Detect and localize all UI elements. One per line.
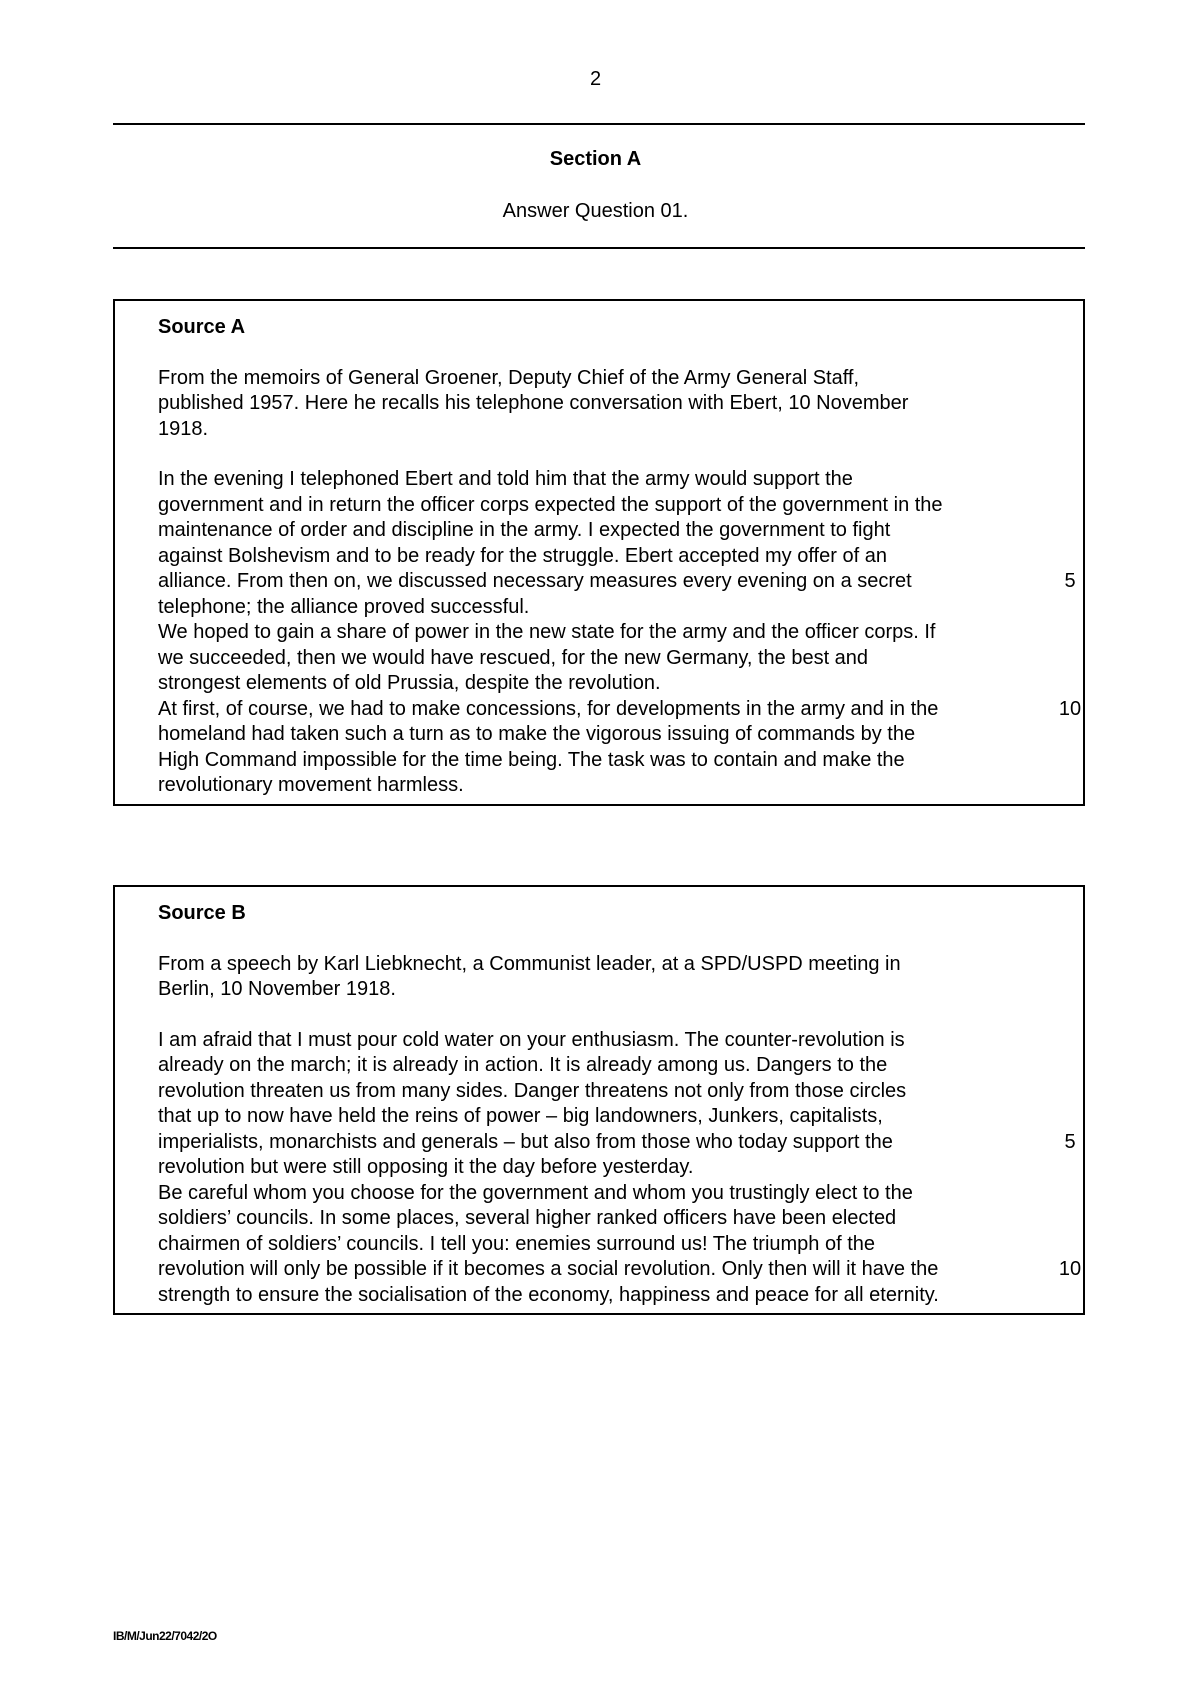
source-line	[158, 1155, 1038, 1181]
line-number: 10	[1058, 1258, 1082, 1280]
source-line	[158, 1232, 1038, 1258]
source-b-text	[158, 1028, 1082, 1309]
attribution-line: From a speech by Karl Liebknecht, a Communist leader, at a SPD/USPD meeting in	[158, 952, 901, 975]
source-b-content	[158, 901, 1082, 1308]
source-b-box	[113, 885, 1085, 1315]
source-line	[158, 1206, 1038, 1232]
source-line	[158, 697, 1082, 723]
source-line-text: Be careful whom you choose for the government and whom you trustingly elect to the	[158, 1181, 913, 1204]
source-line	[158, 569, 1076, 595]
source-line-text: strongest elements of old Prussia, despite the revolution.	[158, 672, 661, 694]
source-line	[158, 748, 1038, 774]
source-b-heading: Source B	[158, 902, 246, 924]
line-number: 10	[1058, 697, 1082, 720]
source-line	[158, 646, 1038, 672]
attribution-line: 1918.	[158, 417, 209, 440]
attribution-line: From the memoirs of General Groener, Deputy Chief of the Army General Staff,	[158, 366, 860, 389]
source-line	[158, 595, 1038, 621]
source-line-text: we succeeded, then we would have rescued, for the new Germany, the best and	[158, 646, 869, 669]
source-line	[158, 1053, 1038, 1079]
source-line-text: chairmen of soldiers’ councils. I tell you: enemies surround us! The triumph of the	[158, 1232, 876, 1255]
attribution-line: Berlin, 10 November 1918.	[158, 978, 396, 1000]
source-line	[158, 671, 1038, 697]
source-line-text: government and in return the officer corps expected the support of the government in the	[158, 493, 943, 516]
source-line	[158, 1079, 1038, 1105]
source-line	[158, 467, 1038, 493]
source-a-attribution	[158, 366, 1038, 443]
source-line-text: strength to ensure the socialisation of the economy, happiness and peace for all eternity.	[158, 1283, 939, 1306]
source-line	[158, 1181, 1038, 1207]
source-line	[158, 518, 1038, 544]
source-line-text: telephone; the alliance proved successful.	[158, 595, 530, 618]
source-line-text: maintenance of order and discipline in the army. I expected the government to fight	[158, 519, 891, 541]
source-b-attribution	[158, 952, 1038, 1003]
source-line-text: alliance. From then on, we discussed necessary measures every evening on a secret	[158, 570, 912, 592]
source-line	[158, 493, 1038, 519]
source-a-heading: Source A	[158, 316, 246, 338]
source-line	[158, 1028, 1038, 1054]
source-line-text: High Command impossible for the time being. The task was to contain and make the	[158, 748, 905, 771]
source-line	[158, 1283, 1038, 1309]
source-line-text: that up to now have held the reins of power – big landowners, Junkers, capitalists,	[158, 1105, 883, 1127]
section-title: Section A	[549, 148, 642, 170]
source-line	[158, 722, 1038, 748]
top-rule	[113, 123, 1085, 125]
source-line-text: I am afraid that I must pour cold water on your enthusiasm. The counter-revolution is	[158, 1028, 905, 1051]
source-line	[158, 773, 1038, 799]
page-number: 2	[589, 68, 602, 90]
source-line-text: revolutionary movement harmless.	[158, 774, 464, 796]
source-line-text: already on the march; it is already in action. It is already among us. Dangers to the	[158, 1054, 888, 1076]
line-number: 5	[1064, 570, 1076, 592]
source-a-text	[158, 467, 1082, 799]
source-line-text: In the evening I telephoned Ebert and told him that the army would support the	[158, 468, 853, 490]
section-rule	[113, 247, 1085, 249]
source-line-text: revolution will only be possible if it becomes a social revolution. Only then will it have the	[158, 1258, 939, 1280]
source-line	[158, 1257, 1082, 1283]
source-line	[158, 620, 1038, 646]
section-instruction: Answer Question 01.	[502, 200, 689, 222]
source-line-text: imperialists, monarchists and generals – but also from those who today support the	[158, 1130, 893, 1153]
source-line-text: We hoped to gain a share of power in the new state for the army and the officer corps. If	[158, 621, 936, 643]
footer-code: IB/M/Jun22/7042/2O	[113, 1629, 217, 1643]
source-line-text: revolution threaten us from many sides. Danger threatens not only from those circles	[158, 1079, 907, 1102]
source-line	[158, 1104, 1038, 1130]
source-line-text: soldiers’ councils. In some places, several higher ranked officers have been elected	[158, 1207, 897, 1229]
source-a-content	[158, 315, 1082, 799]
source-line-text: At first, of course, we had to make concessions, for developments in the army and in the	[158, 697, 939, 720]
source-line-text: revolution but were still opposing it the day before yesterday.	[158, 1156, 694, 1178]
source-line	[158, 544, 1038, 570]
source-line	[158, 1130, 1076, 1156]
source-line-text: homeland had taken such a turn as to make the vigorous issuing of commands by the	[158, 723, 916, 745]
attribution-line: published 1957. Here he recalls his telephone conversation with Ebert, 10 November	[158, 392, 909, 414]
source-line-text: against Bolshevism and to be ready for the struggle. Ebert accepted my offer of an	[158, 544, 887, 567]
source-a-box	[113, 299, 1085, 806]
line-number: 5	[1064, 1130, 1076, 1153]
